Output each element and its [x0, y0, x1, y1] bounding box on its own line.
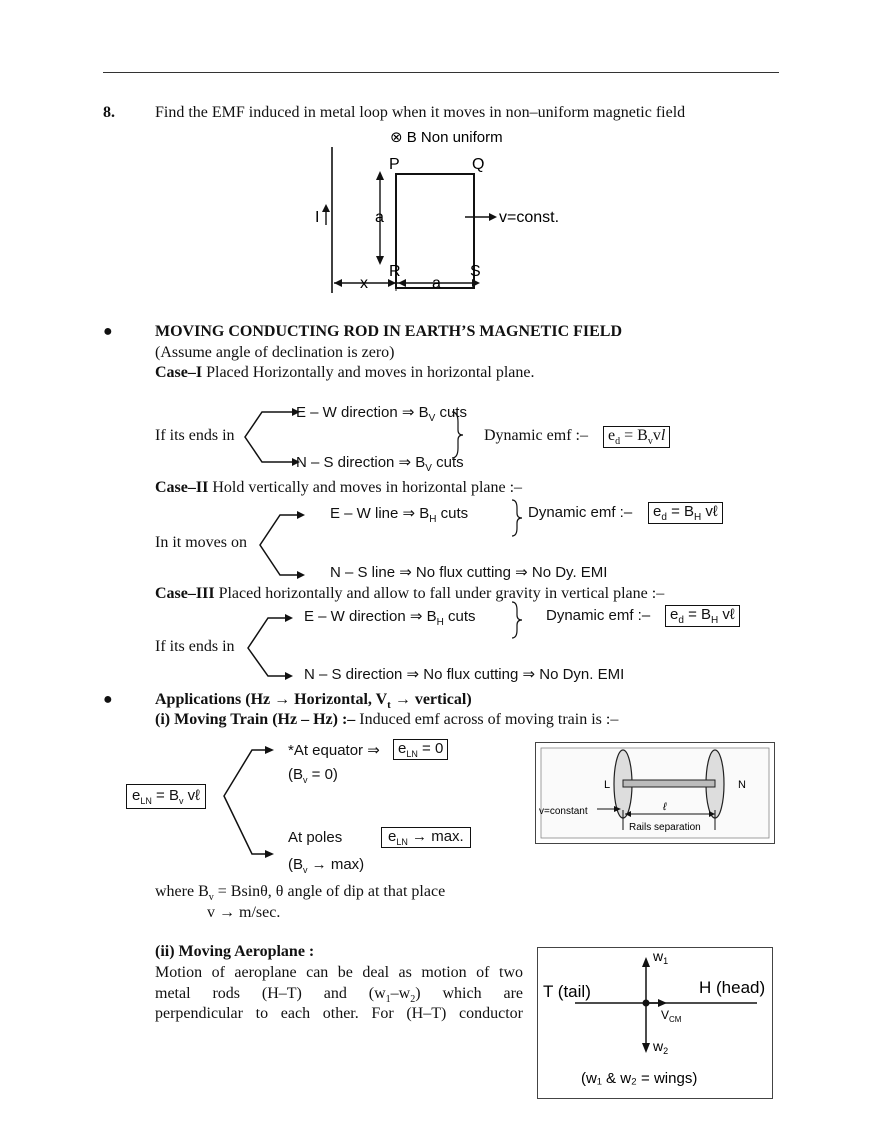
w2-label: $w_2$: [653, 1038, 669, 1056]
aero-line-3: perpendicular to each other. For (H–T) conductor: [155, 1005, 523, 1022]
case2-text: Hold vertically and moves in horizontal plane :–: [208, 479, 523, 496]
bullet: ●: [103, 323, 113, 340]
side-a-label: a: [375, 209, 384, 226]
rails-label: Rails separation: [629, 822, 701, 833]
case3-brace: [243, 608, 308, 688]
case2-curly: [508, 498, 528, 538]
case1-text: Placed Horizontally and moves in horizontal plane.: [202, 364, 535, 381]
case2-ew: E – W line ⇒ $B_H$ cuts: [330, 505, 469, 525]
case3-ew: E – W direction ⇒ $B_H$ cuts: [304, 608, 476, 628]
case1-ew: E – W direction ⇒ $B_V$ cuts: [296, 404, 467, 424]
applications-heading: Applications (Hz → Horizontal, $V_t$ → vertical): [155, 691, 472, 712]
current-label: I: [315, 209, 320, 226]
section-note: (Assume angle of declination is zero): [155, 344, 395, 361]
case3-curly: [508, 600, 528, 640]
aeroplane-figure: [537, 947, 773, 1099]
train-line: [155, 711, 618, 729]
w1-label: $w_1$: [653, 948, 669, 966]
equator-label: *At equator ⇒: [288, 742, 380, 759]
case2-formula: $e_d = B_H$ vℓ: [648, 502, 723, 524]
train-axle-figure: [535, 742, 775, 844]
vcm-label: $V_{CM}$: [661, 1008, 682, 1024]
dist-x-label: x: [360, 275, 368, 292]
case1-left: If its ends in: [155, 427, 235, 444]
case1-formula: $e_d = B_vvl$: [603, 426, 670, 448]
poles-label: At poles: [288, 829, 343, 846]
case3-label: Case–III: [155, 585, 215, 602]
case3-ns: N – S direction ⇒ No flux cutting ⇒ No Dyn. EMI: [304, 666, 625, 683]
velocity-label: v=const.: [499, 209, 560, 226]
eln-formula: $e_{LN} = B_v$ vℓ: [126, 784, 206, 809]
bv-max: $(B_v \to \max)$: [288, 856, 365, 875]
case3-left: If its ends in: [155, 638, 235, 655]
wings-label: (w₁ & w₂ = wings): [581, 1070, 698, 1087]
case2-dyn: Dynamic emf :–: [528, 504, 633, 521]
case3-formula: $e_d = B_H$ vℓ: [665, 605, 740, 627]
top-rule: [103, 72, 779, 73]
v-units: v → m/sec.: [207, 904, 281, 921]
corner-P: P: [389, 156, 400, 173]
ell-label: ℓ: [663, 801, 667, 813]
aero-line-1: Motion of aeroplane can be deal as motion of two: [155, 964, 523, 981]
train-brace: [218, 738, 280, 868]
corner-S: S: [470, 263, 481, 280]
aero-line-2: metal rods (H–T) and $(w_1-w_2)$ which are: [155, 985, 523, 1006]
case1-line: [155, 364, 534, 382]
train-label: (i) Moving Train (Hz – Hz) :–: [155, 711, 356, 728]
case1-curly: [448, 410, 468, 460]
case2-label: Case–II: [155, 479, 209, 496]
aeroplane-heading: (ii) Moving Aeroplane :: [155, 943, 315, 960]
train-vconst: v=constant: [539, 806, 588, 817]
head-label: H (head): [699, 978, 766, 997]
question-text: Find the EMF induced in metal loop when it moves in non–uniform magnetic field: [155, 104, 686, 121]
equator-box: $e_{LN} = 0$: [393, 739, 448, 760]
case3-dyn: Dynamic emf :–: [546, 607, 651, 624]
tail-label: T (tail): [543, 982, 591, 1001]
bullet-2: ●: [103, 691, 113, 708]
case1-label: Case–I: [155, 364, 203, 381]
case2-line: [155, 479, 522, 497]
train-text: Induced emf across of moving train is :–: [355, 711, 619, 728]
poles-box: $e_{LN} \to \max$.: [381, 827, 471, 848]
section-heading: MOVING CONDUCTING ROD IN EARTH’S MAGNETIC FIELD: [155, 323, 623, 340]
case2-brace: [255, 505, 320, 585]
field-label: ⊗ B Non uniform: [390, 129, 503, 146]
case3-text: Placed horizontally and allow to fall under gravity in vertical plane :–: [214, 585, 665, 602]
case2-ns: N – S line ⇒ No flux cutting ⇒ No Dy. EMI: [330, 564, 608, 581]
case3-line: [155, 585, 664, 603]
corner-R: R: [389, 263, 401, 280]
case2-left: In it moves on: [155, 534, 247, 551]
case1-ns: N – S direction ⇒ $B_V$ cuts: [296, 454, 464, 474]
right-wheel-N: N: [738, 779, 746, 791]
left-wheel-L: L: [604, 779, 611, 791]
bv-zero: $(B_v = 0)$: [288, 766, 338, 785]
bottom-a-label: a: [432, 275, 441, 292]
case1-dyn: Dynamic emf :–: [484, 427, 588, 444]
where-line: where $B_v = Bsin\theta$, θ angle of dip at that place: [155, 883, 446, 904]
corner-Q: Q: [472, 156, 485, 173]
question-number: 8.: [103, 104, 115, 121]
loop-figure: [300, 125, 590, 300]
